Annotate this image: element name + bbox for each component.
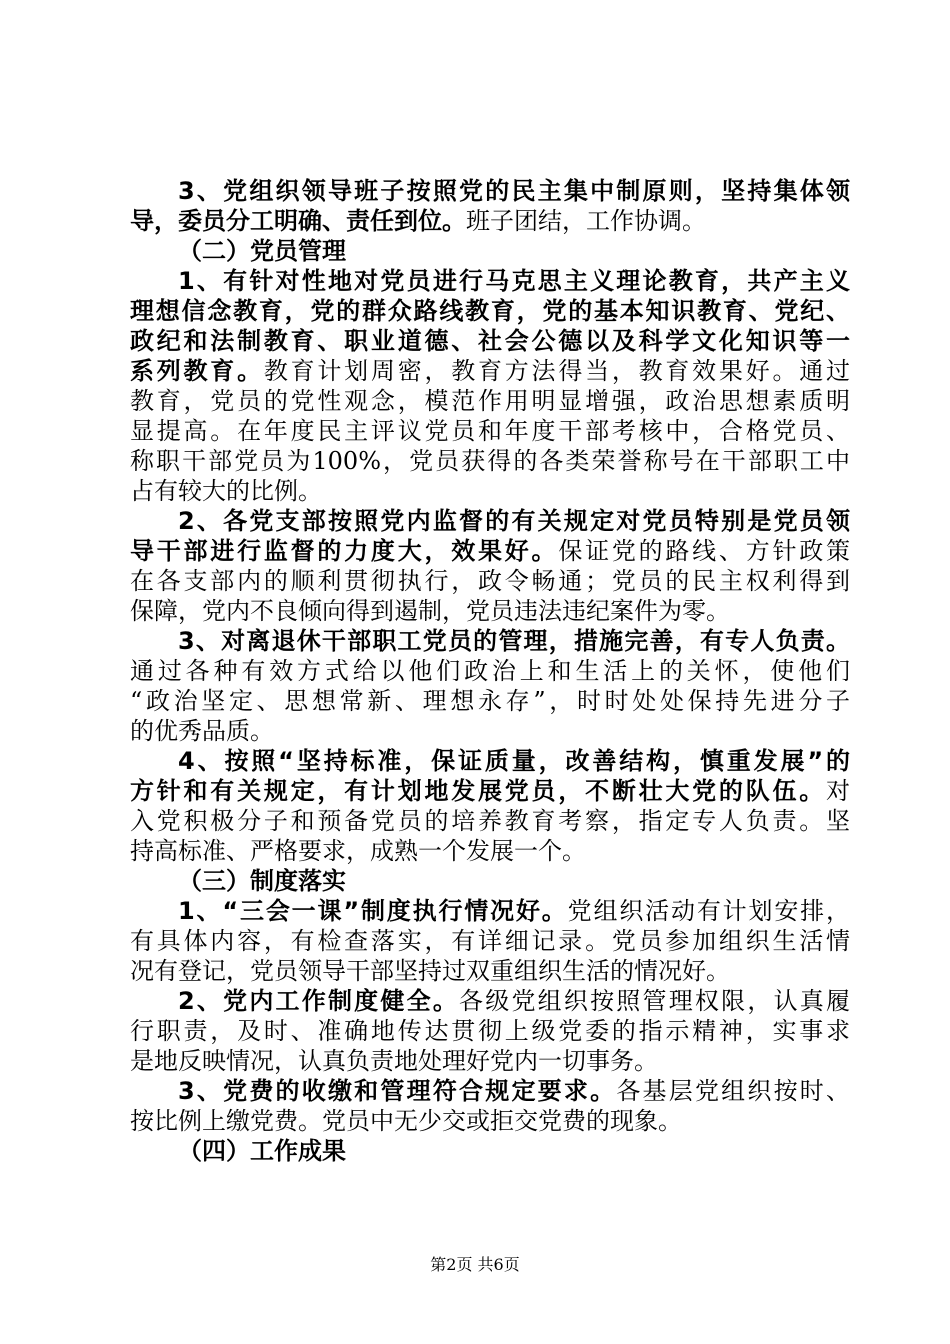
text-line — [130, 386, 850, 416]
bold-text: 导干部进行监督的力度大，效果好。 — [130, 537, 559, 565]
text-line — [130, 356, 850, 386]
document-body — [130, 176, 850, 1166]
text-line — [130, 806, 850, 836]
section-heading — [130, 866, 850, 896]
text-line — [130, 1046, 850, 1076]
bold-text: （三）制度落实 — [178, 867, 346, 895]
body-text: 保障，党内不良倾向得到遏制，党员违法违纪案件为零。 — [130, 597, 730, 625]
body-text: 各级党组织按照管理权限，认真履 — [459, 987, 850, 1015]
page-footer: 第2页 共6页 — [430, 1255, 520, 1274]
body-text: 教育，党员的党性观念，模范作用明显增强，政治思想素质明 — [130, 387, 850, 415]
text-line — [130, 446, 850, 476]
bold-text: 1、“三会一课”制度执行情况好。 — [178, 897, 568, 925]
text-line — [130, 986, 850, 1016]
text-line — [130, 296, 850, 326]
section-heading — [130, 1136, 850, 1166]
bold-text: 导，委员分工明确、责任到位。 — [130, 207, 466, 235]
body-text: 教育计划周密，教育方法得当，教育效果好。通过 — [263, 357, 850, 385]
text-line — [130, 836, 850, 866]
body-text: 党组织活动有计划安排， — [567, 897, 850, 925]
text-line — [130, 266, 850, 296]
text-line — [130, 506, 850, 536]
body-text: 占有较大的比例。 — [130, 477, 322, 505]
text-line — [130, 566, 850, 596]
text-line — [130, 956, 850, 986]
body-text: 行职责，及时、准确地传达贯彻上级党委的指示精神，实事求 — [130, 1017, 850, 1045]
body-text: 保证党的路线、方针政策 — [558, 537, 850, 565]
text-line — [130, 746, 850, 776]
bold-text: 方针和有关规定，有计划地发展党员，不断壮大党的队伍。 — [130, 777, 826, 805]
body-text: 入党积极分子和预备党员的培养教育考察，指定专人负责。坚 — [130, 807, 850, 835]
text-line — [130, 1016, 850, 1046]
bold-text: 2、党内工作制度健全。 — [178, 987, 460, 1015]
bold-text: 理想信念教育，党的群众路线教育，党的基本知识教育、党纪、 — [130, 297, 850, 325]
body-text: 况有登记，党员领导干部坚持过双重组织生活的情况好。 — [130, 957, 730, 985]
bold-text: 3、对离退休干部职工党员的管理，措施完善，有专人负责。 — [178, 627, 850, 655]
text-line — [130, 626, 850, 656]
body-text: “政治坚定、思想常新、理想永存”，时时处处保持先进分子 — [130, 687, 850, 715]
bold-text: （四）工作成果 — [178, 1137, 346, 1165]
text-line — [130, 326, 850, 356]
bold-text: 4、按照“坚持标准，保证质量，改善结构，慎重发展”的 — [178, 747, 850, 775]
bold-text: 3、党费的收缴和管理符合规定要求。 — [178, 1077, 617, 1105]
body-text: 在各支部内的顺利贯彻执行，政令畅通；党员的民主权利得到 — [130, 567, 850, 595]
text-line — [130, 716, 850, 746]
bold-text: （二）党员管理 — [178, 237, 346, 265]
text-line — [130, 596, 850, 626]
body-text: 是地反映情况，认真负责地处理好党内一切事务。 — [130, 1047, 658, 1075]
text-line — [130, 656, 850, 686]
body-text: 显提高。在年度民主评议党员和年度干部考核中，合格党员、 — [130, 417, 850, 445]
bold-text: 3、党组织领导班子按照党的民主集中制原则，坚持集体领 — [178, 177, 850, 205]
bold-text: 1、有针对性地对党员进行马克思主义理论教育，共产主义 — [178, 267, 850, 295]
text-line — [130, 206, 850, 236]
text-line — [130, 686, 850, 716]
bold-text: 政纪和法制教育、职业道德、社会公德以及科学文化知识等一 — [130, 327, 850, 355]
text-line — [130, 896, 850, 926]
body-text: 称职干部党员为100%，党员获得的各类荣誉称号在干部职工中 — [130, 447, 850, 475]
body-text: 按比例上缴党费。党员中无少交或拒交党费的现象。 — [130, 1107, 682, 1135]
section-heading — [130, 236, 850, 266]
bold-text: 系列教育。 — [130, 357, 264, 385]
body-text: 通过各种有效方式给以他们政治上和生活上的关怀，使他们 — [130, 657, 850, 685]
body-text: 班子团结，工作协调。 — [466, 207, 706, 235]
text-line — [130, 776, 850, 806]
text-line — [130, 536, 850, 566]
text-line — [130, 926, 850, 956]
body-text: 各基层党组织按时、 — [616, 1077, 850, 1105]
body-text: 对 — [826, 777, 850, 805]
text-line — [130, 1076, 850, 1106]
text-line — [130, 1106, 850, 1136]
body-text: 的优秀品质。 — [130, 717, 274, 745]
text-line — [130, 176, 850, 206]
text-line — [130, 476, 850, 506]
body-text: 有具体内容，有检查落实，有详细记录。党员参加组织生活情 — [130, 927, 850, 955]
bold-text: 2、各党支部按照党内监督的有关规定对党员特别是党员领 — [178, 507, 850, 535]
body-text: 持高标准、严格要求，成熟一个发展一个。 — [130, 837, 586, 865]
text-line — [130, 416, 850, 446]
